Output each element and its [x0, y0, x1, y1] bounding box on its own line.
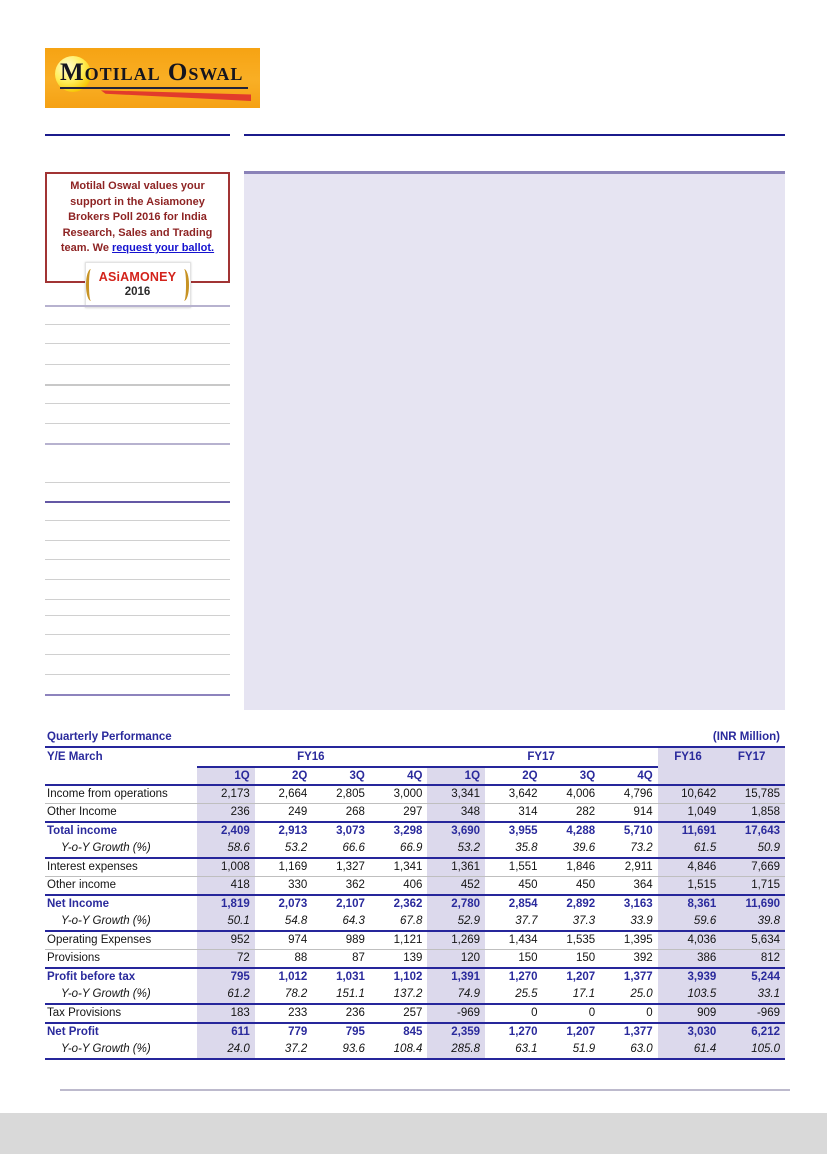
- asiamoney-badge: [85, 262, 191, 308]
- value-cell: 15,785: [721, 785, 785, 804]
- value-cell: 3,939: [658, 968, 722, 986]
- value-cell: 2,073: [278, 898, 308, 910]
- table-title: Quarterly Performance: [45, 728, 485, 747]
- quarter-header: 4Q: [370, 767, 428, 785]
- value-cell: 1,341: [370, 858, 428, 877]
- value-cell: 67.8: [370, 913, 428, 931]
- value-cell: 3,955: [508, 825, 538, 837]
- value-cell: 3,690: [427, 822, 485, 840]
- value-cell: 5,710: [623, 825, 653, 837]
- table-row: [45, 822, 785, 840]
- row-label: Net Income: [47, 898, 109, 910]
- table-row: [45, 877, 785, 896]
- value-cell: 2,780: [427, 895, 485, 913]
- laurel-right-icon: [179, 269, 189, 301]
- value-cell: 50.9: [721, 840, 785, 858]
- value-cell: 364: [600, 877, 658, 896]
- fy17-group-header: FY17: [427, 747, 657, 767]
- value-cell: 3,030: [658, 1023, 722, 1041]
- table-row: [45, 840, 785, 858]
- value-cell: 37.3: [543, 913, 601, 931]
- value-cell: 1,361: [427, 858, 485, 877]
- value-cell: 1,008: [197, 858, 255, 877]
- value-cell: 64.3: [312, 913, 370, 931]
- value-cell: 3,298: [393, 825, 423, 837]
- row-label: Y-o-Y Growth (%): [45, 913, 197, 931]
- value-cell: 58.6: [197, 840, 255, 858]
- value-cell: 139: [370, 950, 428, 969]
- value-cell: 1,049: [658, 804, 722, 823]
- sidebar-rule-line: [45, 634, 230, 635]
- badge-center: [99, 271, 177, 298]
- table-row: [45, 895, 785, 913]
- value-cell: 183: [197, 1004, 255, 1023]
- value-cell: 4,796: [600, 785, 658, 804]
- value-cell: 1,102: [393, 971, 423, 983]
- asiamoney-notice: [45, 172, 230, 298]
- annual-header-spacer: [721, 767, 785, 785]
- value-cell: 1,121: [370, 931, 428, 950]
- value-cell: 611: [197, 1023, 255, 1041]
- value-cell: 1,031: [336, 971, 365, 983]
- value-cell: 103.5: [658, 986, 722, 1004]
- sidebar-rule-line: [45, 540, 230, 541]
- table-body: [45, 785, 785, 1059]
- value-cell: 795: [345, 1026, 365, 1038]
- value-cell: 78.2: [255, 986, 313, 1004]
- value-cell: 25.5: [485, 986, 543, 1004]
- table-group-header-row: [45, 747, 785, 767]
- value-cell: 4,288: [566, 825, 596, 837]
- value-cell: 285.8: [427, 1041, 485, 1059]
- table-row: [45, 785, 785, 804]
- value-cell: 6,212: [721, 1023, 785, 1041]
- value-cell: 63.1: [485, 1041, 543, 1059]
- badge-title: ASiAMONEY: [98, 270, 177, 284]
- table-row: [45, 950, 785, 969]
- value-cell: 66.9: [370, 840, 428, 858]
- value-cell: 52.9: [427, 913, 485, 931]
- value-cell: 989: [312, 931, 370, 950]
- value-cell: 3,163: [623, 898, 653, 910]
- sidebar-rule-line: [45, 520, 230, 521]
- value-cell: 3,073: [336, 825, 365, 837]
- value-cell: 3,341: [427, 785, 485, 804]
- ye-march-label: Y/E March: [47, 751, 103, 763]
- value-cell: 137.2: [370, 986, 428, 1004]
- value-cell: 1,515: [658, 877, 722, 896]
- value-cell: 952: [197, 931, 255, 950]
- value-cell: 51.9: [543, 1041, 601, 1059]
- value-cell: 54.8: [255, 913, 313, 931]
- value-cell: 37.2: [255, 1041, 313, 1059]
- value-cell: 1,377: [623, 1026, 653, 1038]
- table-row: [45, 1023, 785, 1041]
- value-cell: 1,327: [312, 858, 370, 877]
- value-cell: 0: [600, 1004, 658, 1023]
- value-cell: 2,409: [197, 822, 255, 840]
- sidebar-rule-line: [45, 384, 230, 386]
- sidebar-rule-line: [45, 305, 230, 307]
- quarter-header: 3Q: [312, 767, 370, 785]
- value-cell: 1,434: [485, 931, 543, 950]
- value-cell: 392: [600, 950, 658, 969]
- value-cell: 1,169: [255, 858, 313, 877]
- value-cell: 1,270: [508, 971, 538, 983]
- value-cell: 120: [427, 950, 485, 969]
- value-cell: 452: [427, 877, 485, 896]
- value-cell: 33.1: [721, 986, 785, 1004]
- sidebar-rule-line: [45, 324, 230, 325]
- quarterly-performance-table: [45, 728, 785, 1060]
- value-cell: 93.6: [312, 1041, 370, 1059]
- value-cell: 72: [197, 950, 255, 969]
- value-cell: 87: [312, 950, 370, 969]
- table-unit-label: (INR Million): [485, 728, 785, 747]
- value-cell: 8,361: [658, 895, 722, 913]
- value-cell: 974: [255, 931, 313, 950]
- value-cell: 35.8: [485, 840, 543, 858]
- value-cell: 1,819: [197, 895, 255, 913]
- brand-logo: [45, 48, 260, 108]
- sidebar-rule-line: [45, 599, 230, 600]
- sidebar-rule-line: [45, 443, 230, 445]
- quarter-header: 2Q: [485, 767, 543, 785]
- value-cell: 61.4: [658, 1041, 722, 1059]
- value-cell: 257: [370, 1004, 428, 1023]
- sidebar-rule-line: [45, 403, 230, 404]
- footer-rule: [60, 1089, 790, 1091]
- value-cell: -969: [721, 1004, 785, 1023]
- table-row: [45, 1004, 785, 1023]
- value-cell: 233: [255, 1004, 313, 1023]
- value-cell: 1,377: [623, 971, 653, 983]
- value-cell: 2,173: [197, 785, 255, 804]
- value-cell: 406: [370, 877, 428, 896]
- value-cell: 779: [288, 1026, 308, 1038]
- value-cell: 11,690: [721, 895, 785, 913]
- annual-fy17-header: FY17: [721, 747, 785, 767]
- value-cell: 914: [600, 804, 658, 823]
- value-cell: 418: [197, 877, 255, 896]
- sidebar-rule-line: [45, 579, 230, 580]
- value-cell: 795: [197, 968, 255, 986]
- value-cell: 909: [658, 1004, 722, 1023]
- value-cell: 2,911: [600, 858, 658, 877]
- value-cell: 108.4: [370, 1041, 428, 1059]
- quarter-header: 3Q: [543, 767, 601, 785]
- annual-header-spacer: [658, 767, 722, 785]
- sidebar-rule-line: [45, 674, 230, 675]
- value-cell: 4,846: [658, 858, 722, 877]
- row-label: Y-o-Y Growth (%): [45, 1041, 197, 1059]
- table-row: [45, 804, 785, 823]
- table-row: [45, 1041, 785, 1059]
- table-row: [45, 913, 785, 931]
- quarter-header: 4Q: [600, 767, 658, 785]
- value-cell: 2,359: [427, 1023, 485, 1041]
- row-label: Interest expenses: [45, 858, 197, 877]
- value-cell: 2,362: [393, 898, 423, 910]
- logo-swoosh-icon: [101, 88, 251, 101]
- value-cell: 2,913: [278, 825, 308, 837]
- quarter-header-row: [45, 767, 785, 785]
- value-cell: 53.2: [255, 840, 313, 858]
- value-cell: 39.8: [721, 913, 785, 931]
- table-row: [45, 858, 785, 877]
- value-cell: 17,643: [721, 822, 785, 840]
- row-label: Other income: [45, 877, 197, 896]
- table-title-row: [45, 728, 785, 747]
- row-label: Tax Provisions: [45, 1004, 197, 1023]
- value-cell: 2,664: [255, 785, 313, 804]
- value-cell: 39.6: [543, 840, 601, 858]
- value-cell: 5,244: [721, 968, 785, 986]
- row-label: Income from operations: [45, 785, 197, 804]
- value-cell: 236: [312, 1004, 370, 1023]
- value-cell: 386: [658, 950, 722, 969]
- value-cell: 37.7: [485, 913, 543, 931]
- value-cell: 2,107: [336, 898, 365, 910]
- value-cell: 297: [370, 804, 428, 823]
- value-cell: 61.5: [658, 840, 722, 858]
- row-label: Total income: [47, 825, 118, 837]
- value-cell: 66.6: [312, 840, 370, 858]
- header-rule-right: [244, 134, 785, 136]
- value-cell: 2,805: [312, 785, 370, 804]
- value-cell: 151.1: [312, 986, 370, 1004]
- value-cell: 5,634: [721, 931, 785, 950]
- value-cell: 150: [543, 950, 601, 969]
- value-cell: 1,012: [278, 971, 308, 983]
- value-cell: 1,270: [508, 1026, 538, 1038]
- ballot-link[interactable]: request your ballot.: [112, 242, 215, 254]
- badge-year: 2016: [124, 286, 151, 298]
- quarter-header: 2Q: [255, 767, 313, 785]
- sidebar-rule-line: [45, 364, 230, 365]
- value-cell: 59.6: [658, 913, 722, 931]
- value-cell: 11,691: [658, 822, 722, 840]
- sidebar-rule-line: [45, 501, 230, 503]
- value-cell: 150: [485, 950, 543, 969]
- value-cell: 53.2: [427, 840, 485, 858]
- value-cell: 2,892: [566, 898, 596, 910]
- sidebar-rule-line: [45, 615, 230, 616]
- value-cell: 1,858: [721, 804, 785, 823]
- value-cell: 50.1: [197, 913, 255, 931]
- fy16-group-header: FY16: [197, 747, 427, 767]
- row-label: Operating Expenses: [45, 931, 197, 950]
- value-cell: 24.0: [197, 1041, 255, 1059]
- notice-text-block: [52, 179, 223, 257]
- sidebar-rule-line: [45, 654, 230, 655]
- value-cell: 4,006: [543, 785, 601, 804]
- row-label: Provisions: [45, 950, 197, 969]
- table-row: [45, 931, 785, 950]
- value-cell: 1,269: [427, 931, 485, 950]
- value-cell: 88: [255, 950, 313, 969]
- value-cell: 249: [255, 804, 313, 823]
- value-cell: 33.9: [600, 913, 658, 931]
- value-cell: 3,000: [370, 785, 428, 804]
- value-cell: 7,669: [721, 858, 785, 877]
- value-cell: 268: [312, 804, 370, 823]
- value-cell: 1,207: [566, 1026, 596, 1038]
- value-cell: 1,535: [543, 931, 601, 950]
- sidebar-rule-line: [45, 694, 230, 696]
- header-rule-left: [45, 134, 230, 136]
- sidebar-rule-line: [45, 343, 230, 344]
- value-cell: 348: [427, 804, 485, 823]
- value-cell: 73.2: [600, 840, 658, 858]
- sidebar-rule-line: [45, 423, 230, 424]
- value-cell: 0: [485, 1004, 543, 1023]
- value-cell: 236: [197, 804, 255, 823]
- value-cell: 1,715: [721, 877, 785, 896]
- row-label: Y-o-Y Growth (%): [45, 986, 197, 1004]
- footer-bar: [0, 1113, 827, 1154]
- quarter-header: 1Q: [427, 767, 485, 785]
- value-cell: 1,846: [543, 858, 601, 877]
- sidebar-rule-line: [45, 559, 230, 560]
- value-cell: 1,207: [566, 971, 596, 983]
- value-cell: 330: [255, 877, 313, 896]
- row-label: Profit before tax: [47, 971, 136, 983]
- notice-text: Motilal Oswal values your support in the Asiamoney Brokers Poll 2016 for India Research, Sales and Trading team. We: [60, 180, 213, 254]
- row-label: Net Profit: [47, 1026, 99, 1038]
- value-cell: 10,642: [658, 785, 722, 804]
- brand-name: Motilal Oswal: [60, 59, 248, 89]
- value-cell: 450: [543, 877, 601, 896]
- table-row: [45, 986, 785, 1004]
- value-cell: 450: [485, 877, 543, 896]
- value-cell: 61.2: [197, 986, 255, 1004]
- value-cell: 314: [485, 804, 543, 823]
- row-label: Y-o-Y Growth (%): [45, 840, 197, 858]
- quarter-header: 1Q: [197, 767, 255, 785]
- value-cell: 17.1: [543, 986, 601, 1004]
- value-cell: 63.0: [600, 1041, 658, 1059]
- value-cell: 105.0: [721, 1041, 785, 1059]
- value-cell: 74.9: [427, 986, 485, 1004]
- value-cell: 362: [312, 877, 370, 896]
- sidebar-rule-line: [45, 482, 230, 483]
- row-label: Other Income: [45, 804, 197, 823]
- value-cell: 25.0: [600, 986, 658, 1004]
- value-cell: 845: [403, 1026, 423, 1038]
- quarter-header-spacer: [45, 767, 197, 785]
- value-cell: 282: [543, 804, 601, 823]
- content-panel: [244, 171, 785, 710]
- table-row: [45, 968, 785, 986]
- value-cell: 1,395: [600, 931, 658, 950]
- value-cell: 812: [721, 950, 785, 969]
- value-cell: 3,642: [485, 785, 543, 804]
- value-cell: 4,036: [658, 931, 722, 950]
- value-cell: 0: [543, 1004, 601, 1023]
- value-cell: 1,391: [427, 968, 485, 986]
- annual-fy16-header: FY16: [658, 747, 722, 767]
- value-cell: 2,854: [508, 898, 538, 910]
- value-cell: -969: [427, 1004, 485, 1023]
- value-cell: 1,551: [485, 858, 543, 877]
- laurel-left-icon: [86, 269, 96, 301]
